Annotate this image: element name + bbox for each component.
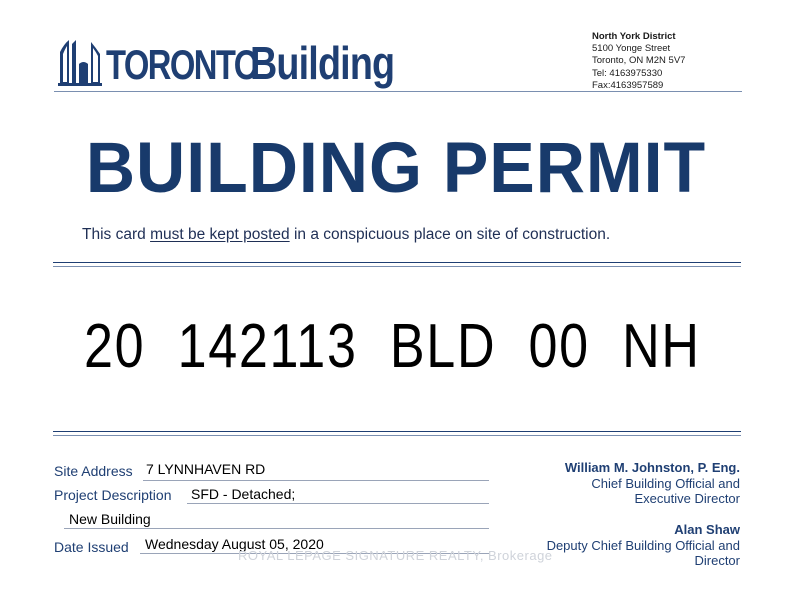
district-fax: Fax:4163957589 — [592, 79, 664, 91]
posting-notice — [82, 226, 610, 244]
notice-divider-bottom — [53, 266, 741, 267]
notice-text-start: This card — [82, 226, 151, 243]
notice-text-underlined: must be kept posted — [150, 226, 290, 243]
brokerage-watermark: ROYAL LEPAGE SIGNATURE REALTY, Brokerage — [238, 548, 553, 563]
chief-official-title-line2: Executive Director — [634, 491, 740, 506]
deputy-official-title-line1: Deputy Chief Building Official and — [546, 537, 740, 553]
chief-official-title-line1: Chief Building Official and — [591, 475, 740, 491]
district-telephone: Tel: 4163975330 — [592, 67, 663, 79]
signature-block-chief — [565, 460, 740, 507]
district-name: North York District — [592, 31, 676, 42]
header-divider — [54, 91, 742, 92]
site-address-underline — [143, 480, 489, 481]
logo-building-text: Building — [250, 37, 395, 89]
project-description-underline-1 — [187, 503, 489, 504]
date-issued-label: Date Issued — [54, 539, 129, 555]
deputy-official-title-line2: Director — [694, 553, 740, 568]
district-address-block — [592, 31, 685, 92]
project-description-value-line1: SFD - Detached; — [191, 486, 296, 502]
permit-title: BUILDING PERMIT — [85, 129, 707, 208]
toronto-building-logo — [58, 34, 426, 89]
project-description-label: Project Description — [54, 487, 172, 503]
site-address-label: Site Address — [54, 463, 133, 479]
permit-divider-bottom — [53, 435, 741, 436]
site-address-value: 7 LYNNHAVEN RD — [146, 461, 266, 477]
district-address-line1: 5100 Yonge Street — [592, 43, 671, 55]
city-hall-icon — [58, 34, 102, 86]
permit-number: 20 142113 BLD 00 NH — [84, 312, 701, 381]
notice-text-end: in a conspicuous place on site of construction. — [289, 226, 611, 243]
project-description-value-line2: New Building — [69, 511, 151, 527]
date-issued-value: Wednesday August 05, 2020 — [145, 536, 324, 552]
logo-toronto-text: TORONTO — [106, 41, 258, 88]
deputy-official-name: Alan Shaw — [674, 522, 740, 537]
district-address-line2: Toronto, ON M2N 5V7 — [592, 55, 686, 67]
signature-block-deputy — [547, 522, 740, 569]
chief-official-name: William M. Johnston, P. Eng. — [564, 460, 740, 475]
project-description-underline-2 — [64, 528, 489, 529]
notice-divider-top — [53, 262, 741, 263]
permit-divider-top — [53, 431, 741, 432]
